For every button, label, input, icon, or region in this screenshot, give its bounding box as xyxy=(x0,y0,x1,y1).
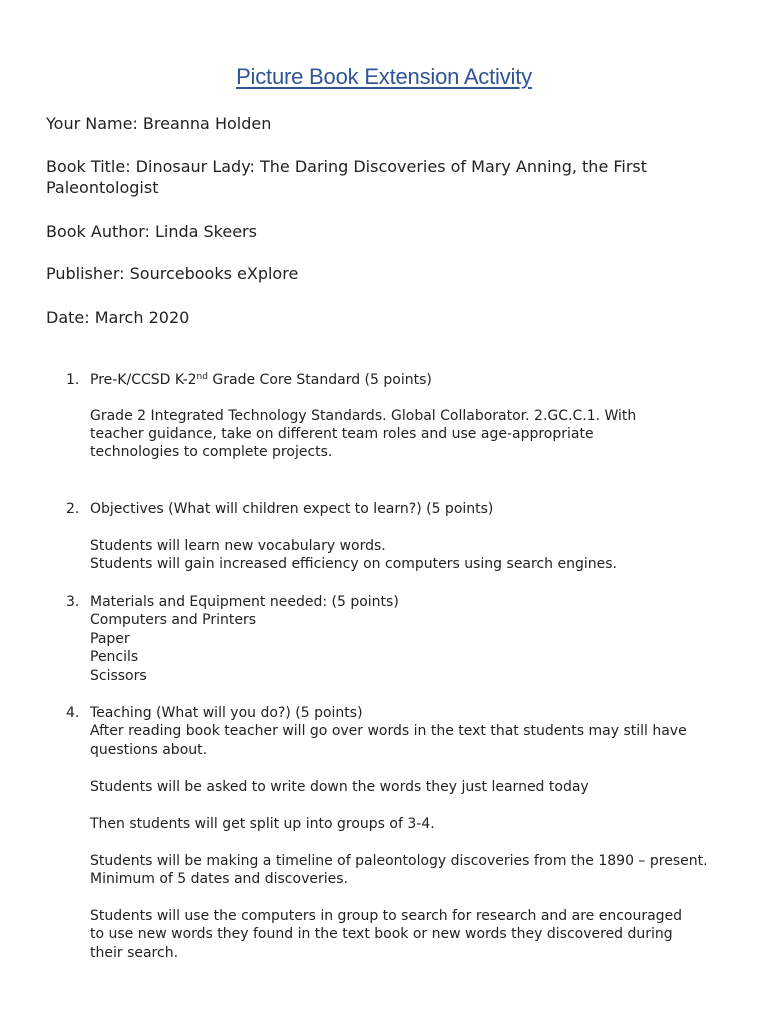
section-heading: Materials and Equipment needed: (5 points) xyxy=(90,594,399,610)
heading-text: Pre-K/CCSD K-2 xyxy=(90,372,197,388)
section-number: 3. xyxy=(66,594,80,610)
heading-superscript: nd xyxy=(196,372,208,382)
section-number: 4. xyxy=(66,705,80,721)
section-body-line: questions about. xyxy=(90,742,208,758)
section-body-line: teacher guidance, take on different team roles and use age-appropriate xyxy=(90,426,594,442)
section-body-line: to use new words they found in the text book or new words they discovered during xyxy=(90,926,673,942)
section-heading: Objectives (What will children expect to learn?) (5 points) xyxy=(90,501,494,517)
section-body-line: Students will gain increased efficiency on computers using search engines. xyxy=(90,556,617,572)
your-name: Your Name: Breanna Holden xyxy=(46,114,272,133)
heading-text-suffix: Grade Core Standard (5 points) xyxy=(207,372,432,388)
section-body-line: Grade 2 Integrated Technology Standards. Global Collaborator. 2.GC.C.1. With xyxy=(90,408,637,424)
section-body-line: Scissors xyxy=(90,668,147,684)
publisher: Publisher: Sourcebooks eXplore xyxy=(46,264,299,283)
section-body-line: Students will use the computers in group to search for research and are encouraged xyxy=(90,908,683,924)
book-title-line-2: Paleontologist xyxy=(46,178,159,197)
section-body-line: Paper xyxy=(90,631,130,647)
section-number: 2. xyxy=(66,501,80,517)
section-body-line: Then students will get split up into groups of 3-4. xyxy=(90,816,435,832)
date: Date: March 2020 xyxy=(46,308,190,327)
section-body-line: Students will learn new vocabulary words. xyxy=(90,538,386,554)
section-body-line: Pencils xyxy=(90,649,139,665)
page-title: Picture Book Extension Activity xyxy=(236,64,532,89)
book-author: Book Author: Linda Skeers xyxy=(46,222,257,241)
section-heading: Teaching (What will you do?) (5 points) xyxy=(90,705,363,721)
section-body-line: Minimum of 5 dates and discoveries. xyxy=(90,871,348,887)
section-body-line: After reading book teacher will go over words in the text that students may still have xyxy=(90,723,687,739)
section-body-line: Students will be making a timeline of paleontology discoveries from the 1890 – present. xyxy=(90,853,708,869)
section-body-line: technologies to complete projects. xyxy=(90,444,333,460)
book-title-line-1: Book Title: Dinosaur Lady: The Daring Discoveries of Mary Anning, the First xyxy=(46,157,648,176)
section-body-line: Students will be asked to write down the words they just learned today xyxy=(90,779,589,795)
section-number: 1. xyxy=(66,372,80,388)
section-body-line: Computers and Printers xyxy=(90,612,256,628)
section-heading xyxy=(90,371,432,390)
section-body-line: their search. xyxy=(90,945,179,961)
